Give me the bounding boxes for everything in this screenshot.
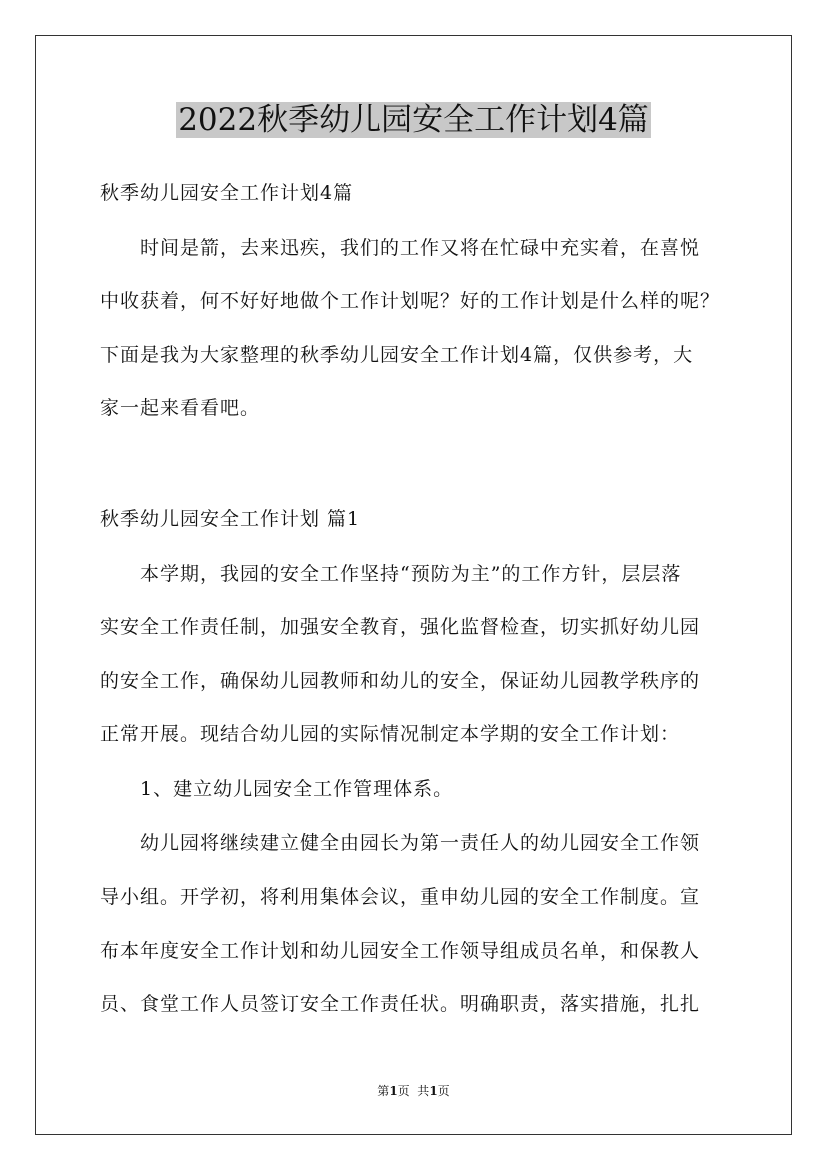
footer-page-suffix: 页 xyxy=(437,1084,450,1098)
section-para2-line-1: 幼儿园将继续建立健全由园长为第一责任人的幼儿园安全工作领 xyxy=(140,832,701,854)
section-para2-line-4: 员、食堂工作人员签订安全工作责任状。明确职责，落实措施，扎扎 xyxy=(100,993,701,1015)
intro-line-4: 家一起来看看吧。 xyxy=(100,397,261,419)
section-para1-line-3: 的安全工作，确保幼儿园教师和幼儿的安全，保证幼儿园教学秩序的 xyxy=(100,670,701,692)
document-subtitle: 秋季幼儿园安全工作计划4篇 xyxy=(100,182,354,204)
page-footer xyxy=(0,1083,827,1099)
list-item-1: 1、建立幼儿园安全工作管理体系。 xyxy=(140,778,454,800)
footer-page-total: 1 xyxy=(429,1084,438,1098)
section-heading: 秋季幼儿园安全工作计划 篇1 xyxy=(100,508,361,530)
document-title-text: 2022秋季幼儿园安全工作计划4篇 xyxy=(178,102,649,138)
intro-line-1: 时间是箭，去来迅疾，我们的工作又将在忙碌中充实着，在喜悦 xyxy=(140,237,701,259)
footer-page-prefix: 第 xyxy=(377,1084,390,1098)
section-para2-line-3: 布本年度安全工作计划和幼儿园安全工作领导组成员名单，和保教人 xyxy=(100,940,701,962)
document-title xyxy=(0,98,827,142)
intro-line-3: 下面是我为大家整理的秋季幼儿园安全工作计划4篇，仅供参考，大 xyxy=(100,344,694,366)
section-para1-line-1: 本学期，我园的安全工作坚持“预防为主”的工作方针，层层落 xyxy=(140,563,682,585)
section-para1-line-2: 实安全工作责任制，加强安全教育，强化监督检查，切实抓好幼儿园 xyxy=(100,616,701,638)
section-para2-line-2: 导小组。开学初，将利用集体会议，重申幼儿园的安全工作制度。宣 xyxy=(100,886,701,908)
section-para1-line-4: 正常开展。现结合幼儿园的实际情况制定本学期的安全工作计划： xyxy=(100,723,681,745)
intro-line-2: 中收获着，何不好好地做个工作计划呢？好的工作计划是什么样的呢？ xyxy=(100,290,721,312)
footer-page-number: 1 xyxy=(389,1084,398,1098)
footer-page-mid: 页 共 xyxy=(397,1084,430,1098)
